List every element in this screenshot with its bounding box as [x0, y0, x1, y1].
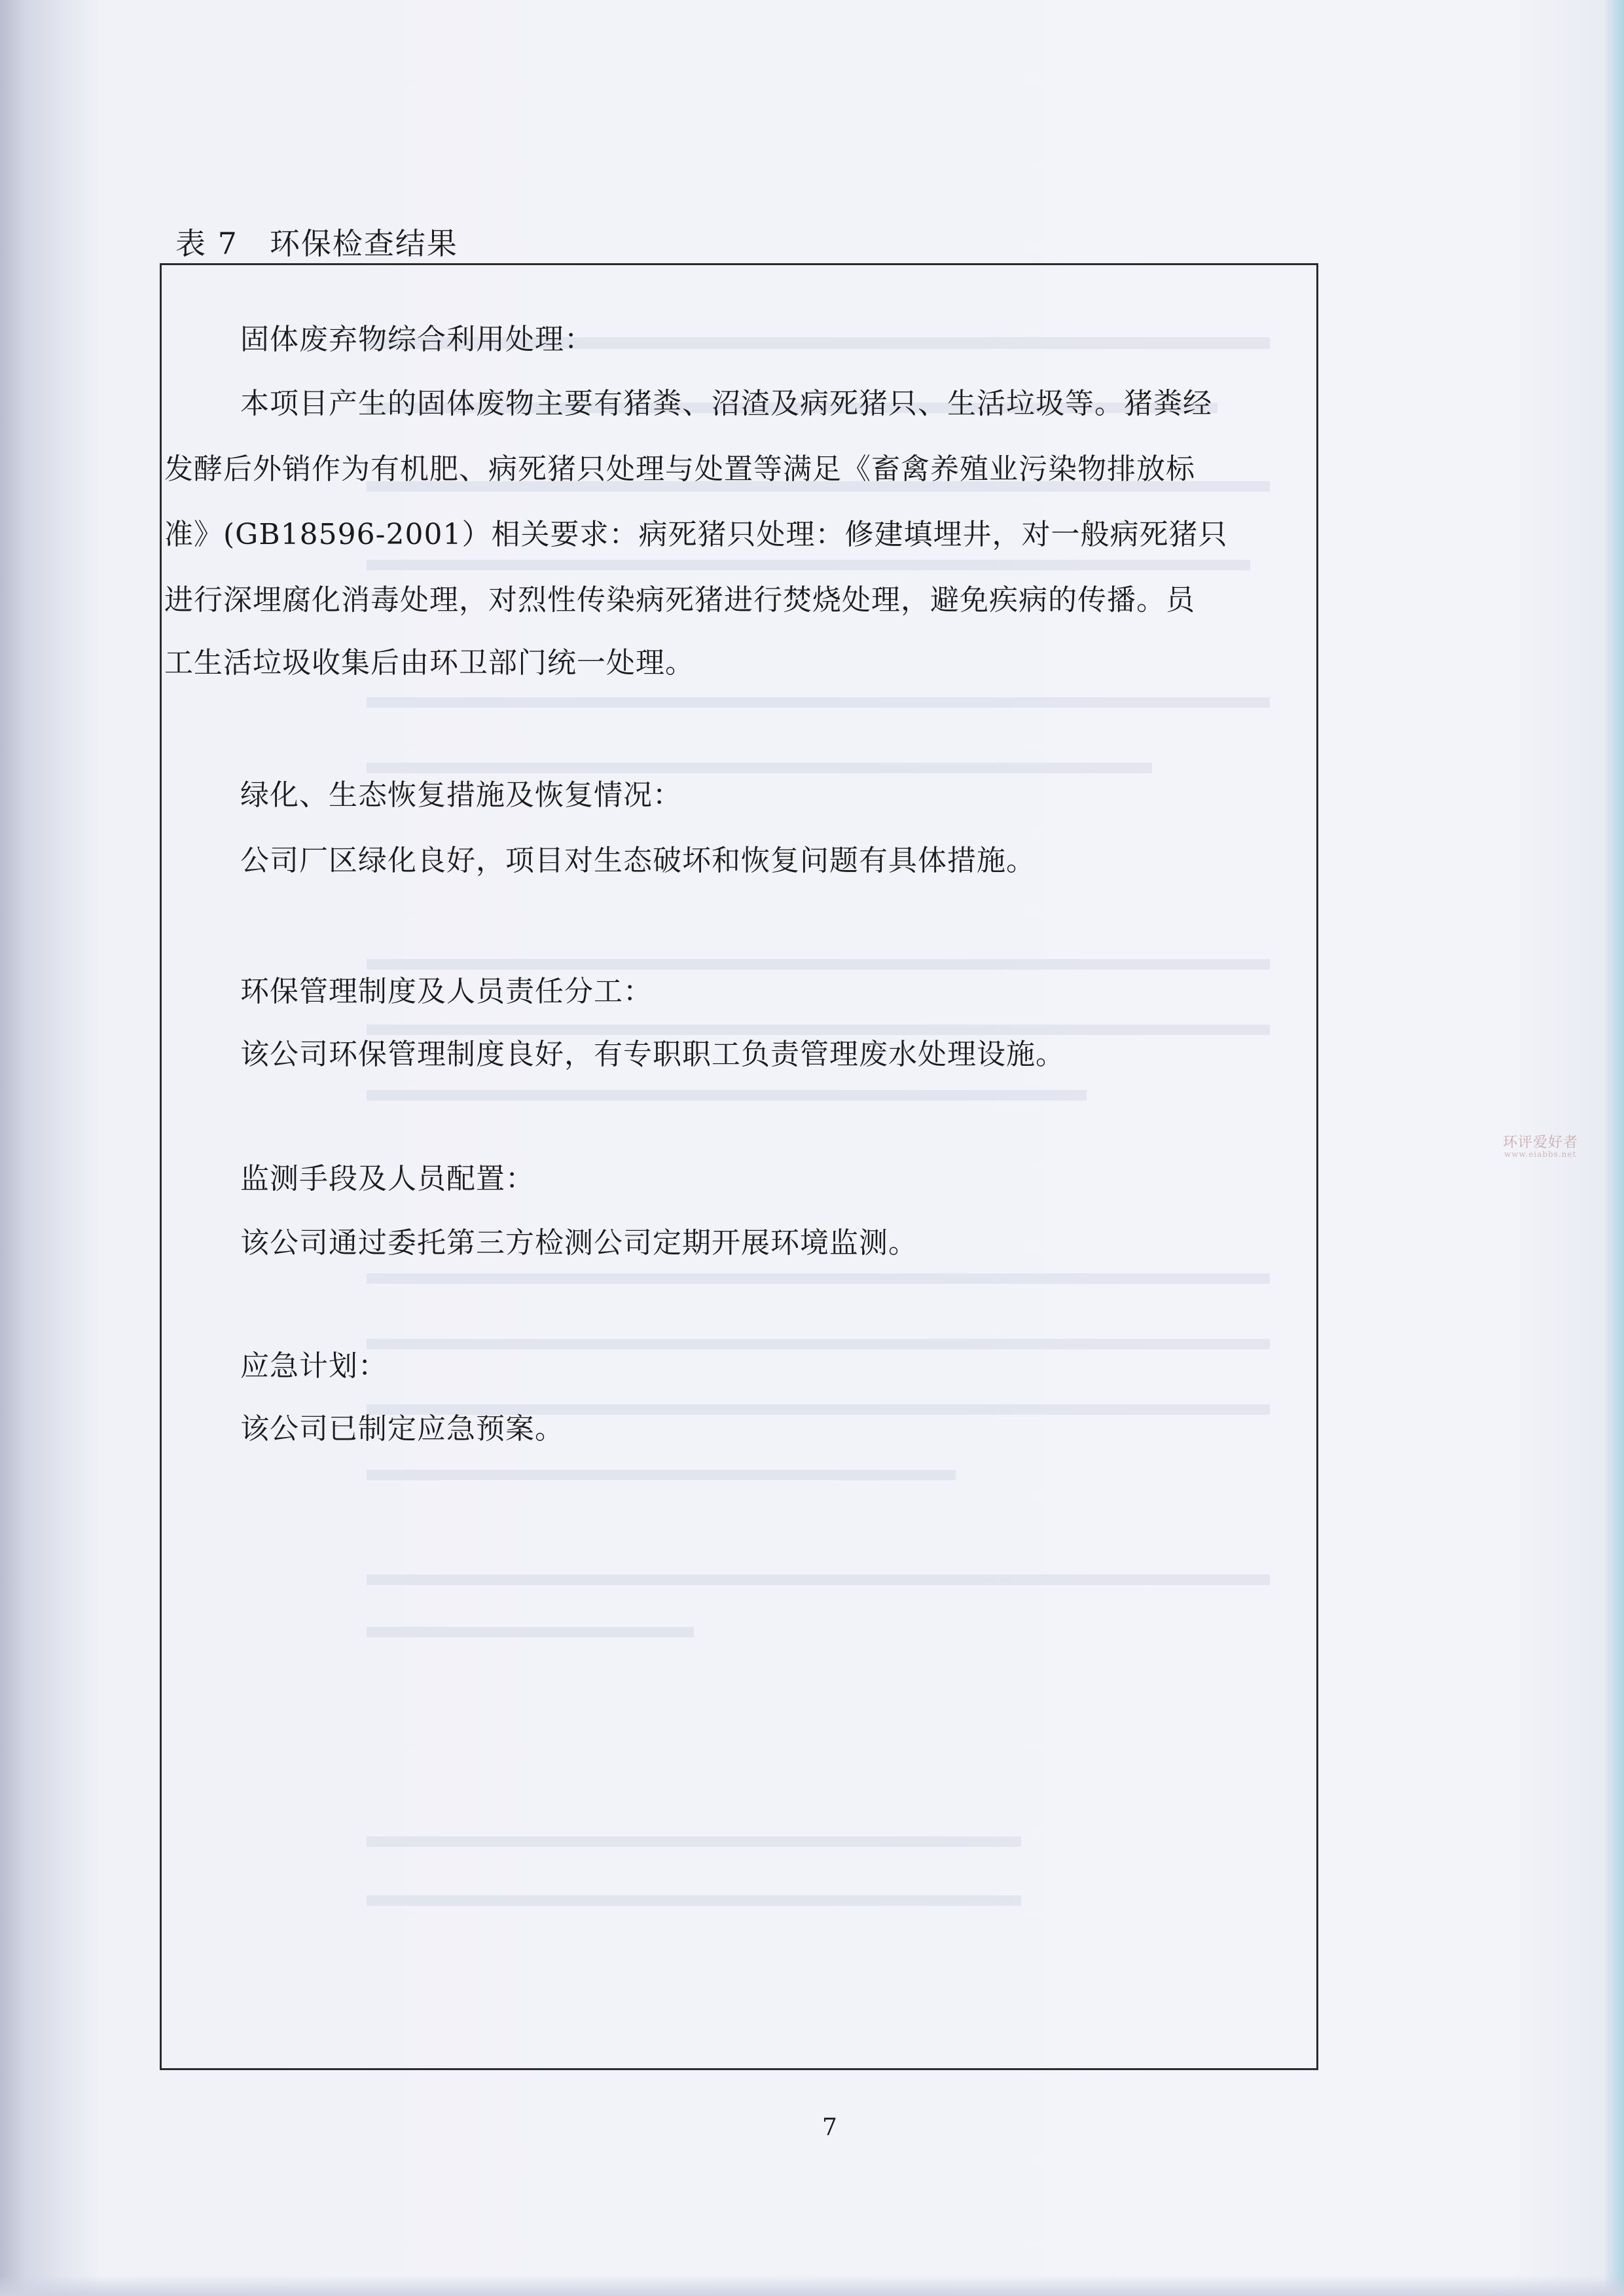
section-heading-emergency: 应急计划：	[240, 1349, 388, 1383]
section-heading-monitoring: 监测手段及人员配置：	[240, 1162, 535, 1195]
solid-waste-line-5: 工生活垃圾收集后由环卫部门统一处理。	[164, 646, 695, 680]
section-heading-management: 环保管理制度及人员责任分工：	[240, 975, 653, 1008]
solid-waste-line-1: 本项目产生的固体废物主要有猪粪、沼渣及病死猪只、生活垃圾等。猪粪经	[240, 387, 1212, 420]
right-edge-strip	[1605, 0, 1624, 2296]
watermark-url: www.eiabbs.net	[1504, 1150, 1577, 1159]
bottom-edge-shadow	[0, 2275, 1624, 2296]
management-line-1: 该公司环保管理制度良好，有专职职工负责管理废水处理设施。	[240, 1038, 1065, 1071]
section-heading-solid-waste: 固体废弃物综合利用处理：	[240, 323, 594, 356]
monitoring-line-1: 该公司通过委托第三方检测公司定期开展环境监测。	[240, 1226, 918, 1260]
watermark-logo: 环评爱好者	[1503, 1135, 1579, 1151]
solid-waste-line-3: 准》(GB18596-2001）相关要求：病死猪只处理：修建填埋井，对一般病死猪只	[164, 518, 1228, 551]
inspection-results-table	[160, 263, 1318, 2070]
binding-shadow	[0, 0, 98, 2296]
section-heading-greening: 绿化、生态恢复措施及恢复情况：	[240, 778, 682, 812]
page-number: 7	[822, 2114, 837, 2141]
solid-waste-line-4: 进行深埋腐化消毒处理，对烈性传染病死猪进行焚烧处理，避免疾病的传播。员	[164, 583, 1195, 617]
solid-waste-line-2: 发酵后外销作为有机肥、病死猪只处理与处置等满足《畜禽养殖业污染物排放标	[164, 452, 1195, 486]
table-title: 表 7 环保检查结果	[175, 226, 458, 261]
emergency-line-1: 该公司已制定应急预案。	[240, 1412, 564, 1446]
greening-line-1: 公司厂区绿化良好，项目对生态破坏和恢复问题有具体措施。	[240, 844, 1036, 877]
